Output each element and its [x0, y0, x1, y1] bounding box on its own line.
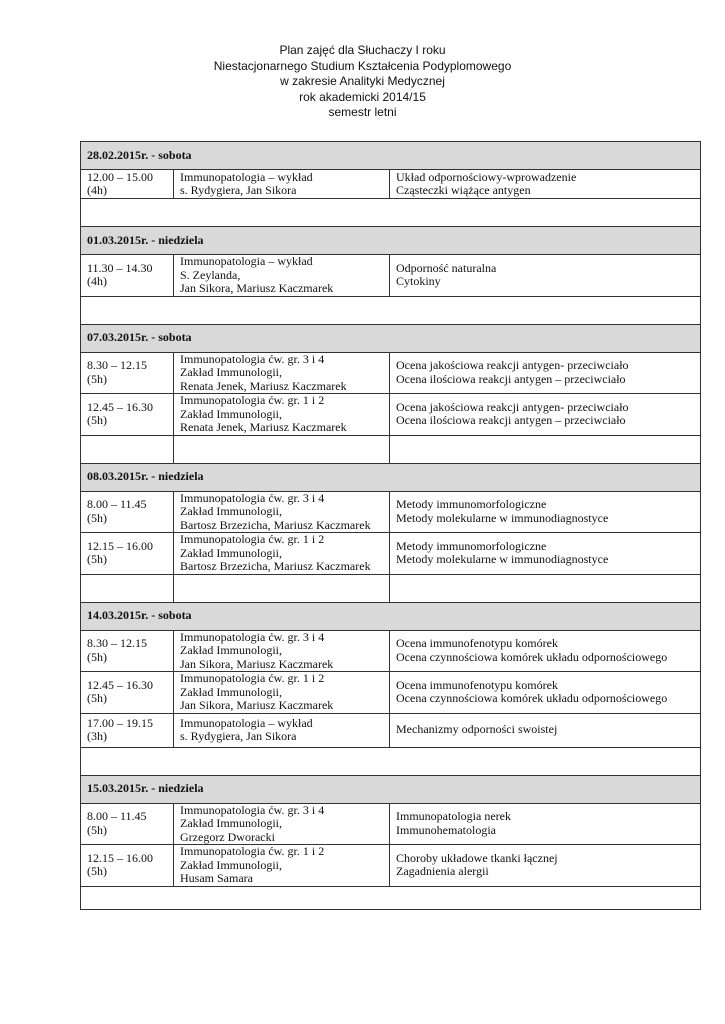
subject-line: s. Rydygiera, Jan Sikora: [180, 729, 297, 743]
empty-cell: [390, 435, 701, 463]
topic-line: Immunohematologia: [396, 822, 496, 837]
day-date: 07.03.2015r. - sobota: [81, 324, 701, 352]
session-hours: (3h): [87, 729, 107, 743]
empty-cell: [81, 886, 701, 909]
empty-cell: [81, 747, 701, 775]
session-row: [81, 630, 701, 672]
topic-line: Ocena jakościowa reakcji antygen- przeciwciało: [396, 358, 629, 373]
empty-cell: [174, 574, 390, 602]
session-subject-cell: [174, 845, 390, 887]
session-row: [81, 803, 701, 845]
subject-line: Immunopatologia ćw. gr. 1 i 2: [180, 844, 325, 858]
session-subject-cell: [174, 672, 390, 714]
session-row: [81, 713, 701, 747]
subject-line: Immunopatologia ćw. gr. 1 i 2: [180, 671, 325, 685]
day-header-row: [81, 227, 701, 255]
session-time: 8.30 – 12.15: [87, 358, 147, 373]
session-time: 11.30 – 14.30: [87, 260, 153, 275]
session-subject-cell: [174, 630, 390, 672]
topic-line: Odporność naturalna: [396, 260, 497, 275]
topic-line: Ocena ilościowa reakcji antygen – przeciwciało: [396, 413, 626, 428]
day-date: 08.03.2015r. - niedziela: [81, 463, 701, 491]
day-date: 28.02.2015r. - sobota: [81, 142, 701, 170]
empty-cell: [81, 435, 174, 463]
session-time-cell: [81, 491, 174, 533]
topic-line: Ocena jakościowa reakcji antygen- przeciwciało: [396, 399, 629, 414]
session-subject-cell: [174, 255, 390, 297]
session-row: [81, 352, 701, 394]
topic-line: Zagadnienia alergii: [396, 864, 489, 879]
session-topics-cell: [390, 713, 701, 747]
spacer-row: [81, 435, 701, 463]
session-row: [81, 845, 701, 887]
session-time-cell: [81, 803, 174, 845]
session-subject-cell: [174, 803, 390, 845]
empty-cell: [174, 435, 390, 463]
subject-line: s. Rydygiera, Jan Sikora: [180, 183, 297, 197]
header-line: Plan zajęć dla Słuchaczy I roku: [279, 43, 446, 57]
topic-line: Cytokiny: [396, 274, 441, 289]
spacer-row: [81, 574, 701, 602]
session-hours: (4h): [87, 274, 107, 289]
empty-cell: [81, 199, 701, 227]
session-topics-cell: [390, 533, 701, 575]
session-topics-cell: [390, 803, 701, 845]
session-row: [81, 255, 701, 297]
subject-line: Zakład Immunologii,: [180, 643, 282, 657]
subject-line: S. Zeylanda,: [180, 267, 241, 282]
session-time: 12.00 – 15.00: [87, 169, 153, 184]
session-time-cell: [81, 630, 174, 672]
session-row: [81, 170, 701, 199]
day-header-row: [81, 142, 701, 170]
session-subject-cell: [174, 170, 390, 199]
subject-line: Zakład Immunologii,: [180, 365, 282, 379]
session-topics-cell: [390, 170, 701, 199]
subject-line: Renata Jenek, Mariusz Kaczmarek: [180, 420, 347, 434]
subject-line: Immunopatologia ćw. gr. 3 i 4: [180, 629, 325, 644]
day-header-row: [81, 602, 701, 630]
day-header-row: [81, 463, 701, 491]
session-row: [81, 491, 701, 533]
day-date: 14.03.2015r. - sobota: [81, 602, 701, 630]
session-hours: (5h): [87, 413, 107, 428]
session-topics-cell: [390, 845, 701, 887]
session-topics-cell: [390, 394, 701, 436]
session-topics-cell: [390, 672, 701, 714]
session-row: [81, 394, 701, 436]
subject-line: Immunopatologia ćw. gr. 1 i 2: [180, 532, 325, 546]
subject-line: Zakład Immunologii,: [180, 857, 282, 872]
session-time: 8.00 – 11.45: [87, 809, 147, 824]
session-hours: (4h): [87, 183, 107, 197]
session-topics-cell: [390, 630, 701, 672]
session-hours: (5h): [87, 649, 107, 664]
session-time-cell: [81, 845, 174, 887]
schedule-table: [80, 141, 701, 910]
session-hours: (5h): [87, 552, 107, 567]
subject-line: Jan Sikora, Mariusz Kaczmarek: [180, 656, 334, 671]
session-subject-cell: [174, 491, 390, 533]
subject-line: Immunopatologia ćw. gr. 3 i 4: [180, 802, 325, 817]
subject-line: Zakład Immunologii,: [180, 816, 282, 830]
header-line: Niestacjonarnego Studium Kształcenia Podyplomowego: [213, 58, 512, 73]
topic-line: Ocena immunofenotypu komórek: [396, 636, 558, 651]
document-header: [0, 43, 725, 121]
day-header-row: [81, 324, 701, 352]
session-subject-cell: [174, 533, 390, 575]
subject-line: Immunopatologia – wykład: [180, 715, 313, 730]
session-time-cell: [81, 672, 174, 714]
session-time: 12.15 – 16.00: [87, 850, 153, 865]
subject-line: Immunopatologia – wykład: [180, 169, 313, 184]
subject-line: Immunopatologia – wykład: [180, 254, 313, 268]
subject-line: Renata Jenek, Mariusz Kaczmarek: [180, 378, 347, 393]
session-row: [81, 533, 701, 575]
session-time-cell: [81, 170, 174, 199]
subject-line: Zakład Immunologii,: [180, 684, 282, 699]
session-hours: (5h): [87, 510, 107, 525]
session-time-cell: [81, 352, 174, 394]
session-time-cell: [81, 533, 174, 575]
session-time: 17.00 – 19.15: [87, 715, 153, 730]
subject-line: Jan Sikora, Mariusz Kaczmarek: [180, 281, 334, 295]
spacer-row: [81, 296, 701, 324]
subject-line: Bartosz Brzezicha, Mariusz Kaczmarek: [180, 517, 371, 532]
session-hours: (5h): [87, 371, 107, 386]
session-subject-cell: [174, 394, 390, 436]
topic-line: Ocena ilościowa reakcji antygen – przeciwciało: [396, 371, 626, 386]
session-subject-cell: [174, 352, 390, 394]
empty-cell: [81, 574, 174, 602]
topic-line: Układ odpornościowy-wprowadzenie: [396, 169, 577, 184]
session-topics-cell: [390, 491, 701, 533]
subject-line: Zakład Immunologii,: [180, 504, 282, 518]
empty-cell: [81, 296, 701, 324]
topic-line: Metody immunomorfologiczne: [396, 538, 547, 553]
header-line: semestr letni: [328, 105, 397, 119]
day-date: 15.03.2015r. - niedziela: [81, 775, 701, 803]
session-time: 8.30 – 12.15: [87, 636, 147, 651]
session-row: [81, 672, 701, 714]
spacer-row: [81, 886, 701, 909]
spacer-row: [81, 199, 701, 227]
spacer-row: [81, 747, 701, 775]
session-subject-cell: [174, 713, 390, 747]
topic-line: Cząsteczki wiążące antygen: [396, 183, 531, 197]
session-time-cell: [81, 255, 174, 297]
session-time: 12.15 – 16.00: [87, 538, 153, 553]
day-header-row: [81, 775, 701, 803]
session-topics-cell: [390, 255, 701, 297]
subject-line: Zakład Immunologii,: [180, 406, 282, 421]
subject-line: Bartosz Brzezicha, Mariusz Kaczmarek: [180, 559, 371, 573]
session-time: 8.00 – 11.45: [87, 497, 147, 512]
topic-line: Ocena czynnościowa komórek układu odpornościowego: [396, 691, 668, 706]
empty-cell: [390, 574, 701, 602]
subject-line: Zakład Immunologii,: [180, 545, 282, 560]
topic-line: Ocena czynnościowa komórek układu odpornościowego: [396, 649, 668, 664]
topic-line: Mechanizmy odporności swoistej: [396, 722, 558, 737]
session-topics-cell: [390, 352, 701, 394]
topic-line: Metody molekularne w immunodiagnostyce: [396, 552, 609, 567]
topic-line: Immunopatologia nerek: [396, 809, 511, 824]
day-date: 01.03.2015r. - niedziela: [81, 227, 701, 255]
subject-line: Grzegorz Dworacki: [180, 829, 275, 844]
topic-line: Metody molekularne w immunodiagnostyce: [396, 510, 609, 525]
subject-line: Immunopatologia ćw. gr. 3 i 4: [180, 490, 325, 505]
session-time: 12.45 – 16.30: [87, 677, 153, 692]
session-time-cell: [81, 713, 174, 747]
topic-line: Ocena immunofenotypu komórek: [396, 677, 558, 692]
subject-line: Immunopatologia ćw. gr. 1 i 2: [180, 393, 325, 407]
topic-line: Metody immunomorfologiczne: [396, 497, 547, 512]
header-line: rok akademicki 2014/15: [299, 89, 426, 104]
subject-line: Jan Sikora, Mariusz Kaczmarek: [180, 698, 334, 712]
session-time: 12.45 – 16.30: [87, 399, 153, 414]
header-line: w zakresie Analityki Medycznej: [280, 74, 445, 88]
session-hours: (5h): [87, 864, 107, 879]
session-hours: (5h): [87, 691, 107, 706]
session-time-cell: [81, 394, 174, 436]
subject-line: Husam Samara: [180, 871, 253, 885]
subject-line: Immunopatologia ćw. gr. 3 i 4: [180, 351, 325, 366]
topic-line: Choroby układowe tkanki łącznej: [396, 850, 558, 865]
session-hours: (5h): [87, 822, 107, 837]
